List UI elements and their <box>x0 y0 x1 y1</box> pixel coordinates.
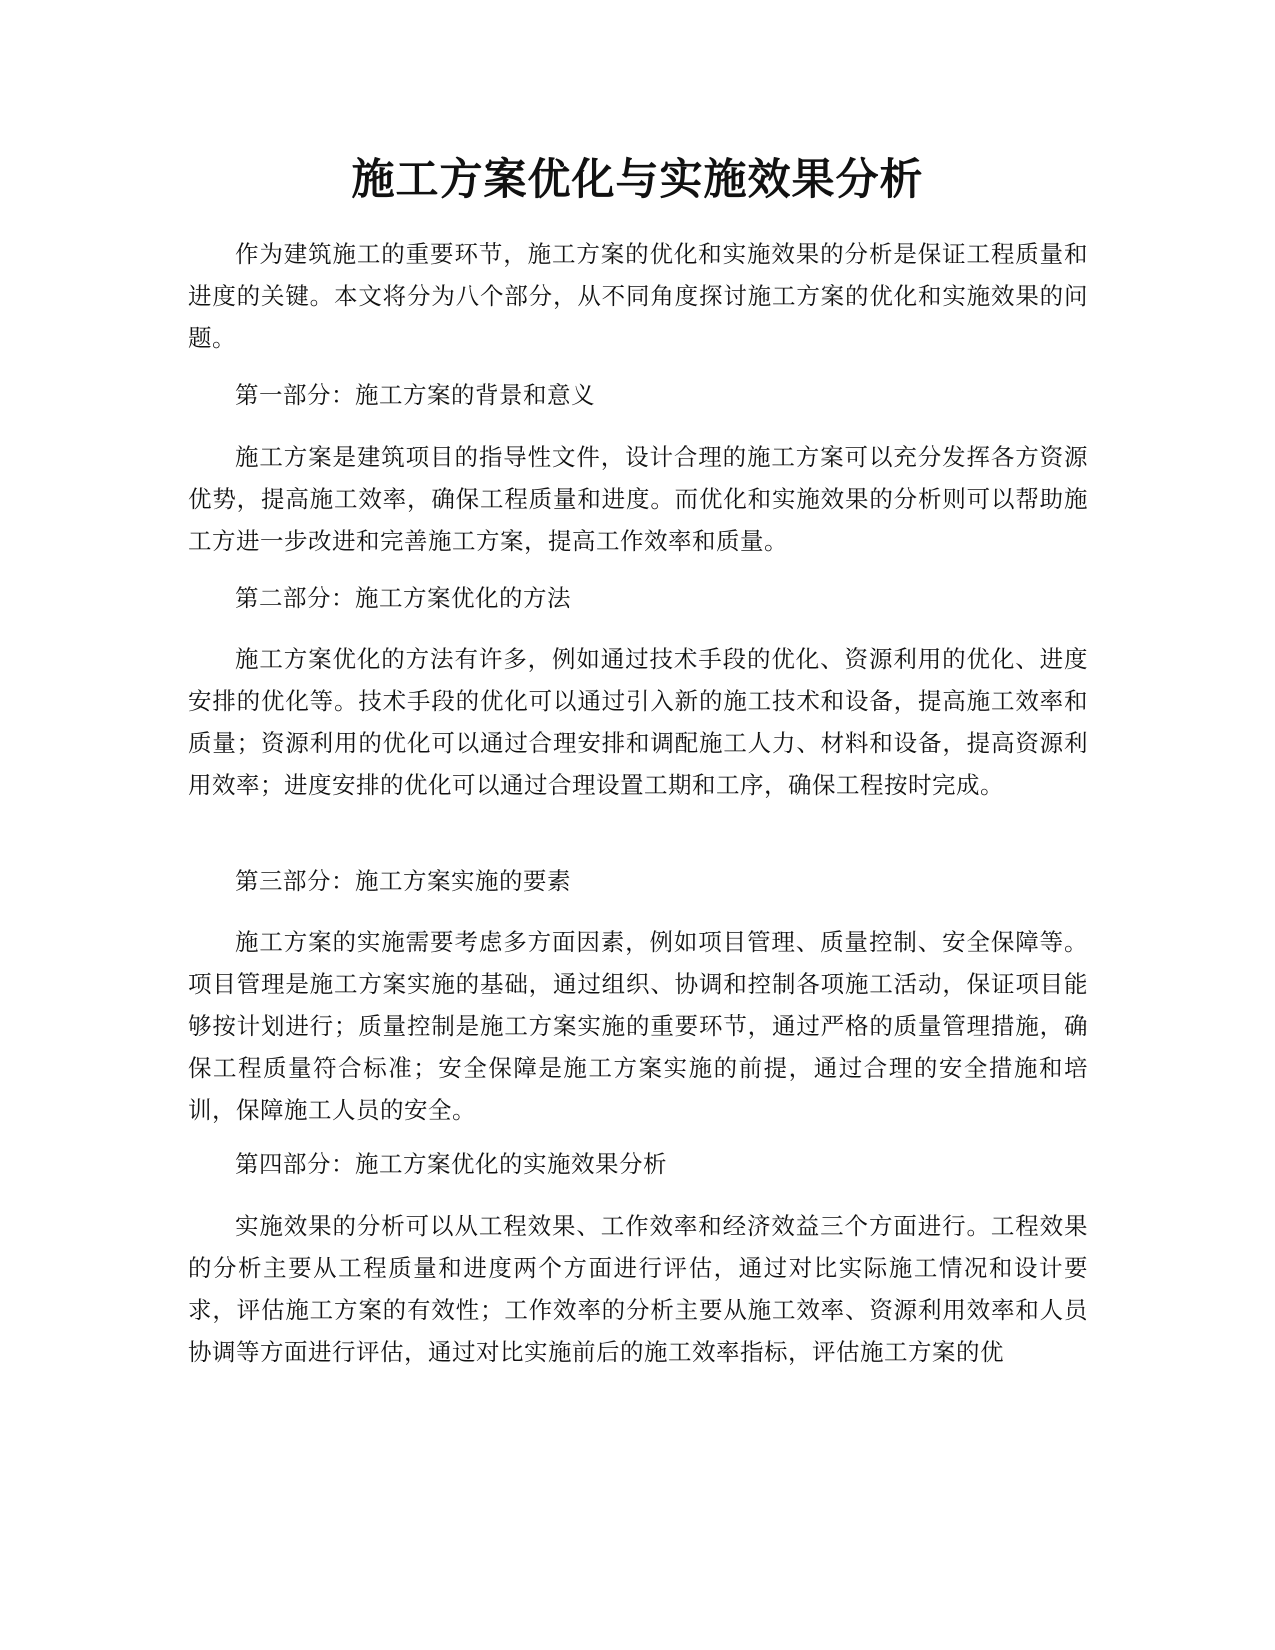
section-1-body: 施工方案是建筑项目的指导性文件，设计合理的施工方案可以充分发挥各方资源优势，提高施工效率，确保工程质量和进度。而优化和实施效果的分析则可以帮助施工方进一步改进和完善施工方案，提高工作效率和质量。 <box>188 443 1088 555</box>
section-2-body: 施工方案优化的方法有许多，例如通过技术手段的优化、资源利用的优化、进度安排的优化等。技术手段的优化可以通过引入新的施工技术和设备，提高施工效率和质量；资源利用的优化可以通过合理安排和调配施工人力、材料和设备，提高资源利用效率；进度安排的优化可以通过合理设置工期和工序，确保工程按时完成。 <box>188 645 1088 799</box>
section-3-heading: 第三部分：施工方案实施的要素 <box>235 867 571 895</box>
section-2-heading: 第二部分：施工方案优化的方法 <box>235 584 571 612</box>
section-4-body: 实施效果的分析可以从工程效果、工作效率和经济效益三个方面进行。工程效果的分析主要从工程质量和进度两个方面进行评估，通过对比实际施工情况和设计要求，评估施工方案的有效性；工作效率的分析主要从施工效率、资源利用效率和人员协调等方面进行评估，通过对比实施前后的施工效率指标，评估施工方案的优 <box>188 1212 1088 1366</box>
section-4-heading: 第四部分：施工方案优化的实施效果分析 <box>235 1150 667 1178</box>
intro-paragraph: 作为建筑施工的重要环节，施工方案的优化和实施效果的分析是保证工程质量和进度的关键。本文将分为八个部分，从不同角度探讨施工方案的优化和实施效果的问题。 <box>188 240 1088 352</box>
document-title: 施工方案优化与实施效果分析 <box>351 155 924 205</box>
section-1-heading: 第一部分：施工方案的背景和意义 <box>235 381 595 409</box>
section-3-body: 施工方案的实施需要考虑多方面因素，例如项目管理、质量控制、安全保障等。项目管理是施工方案实施的基础，通过组织、协调和控制各项施工活动，保证项目能够按计划进行；质量控制是施工方案实施的重要环节，通过严格的质量管理措施，确保工程质量符合标准；安全保障是施工方案实施的前提，通过合理的安全措施和培训，保障施工人员的安全。 <box>188 928 1088 1124</box>
